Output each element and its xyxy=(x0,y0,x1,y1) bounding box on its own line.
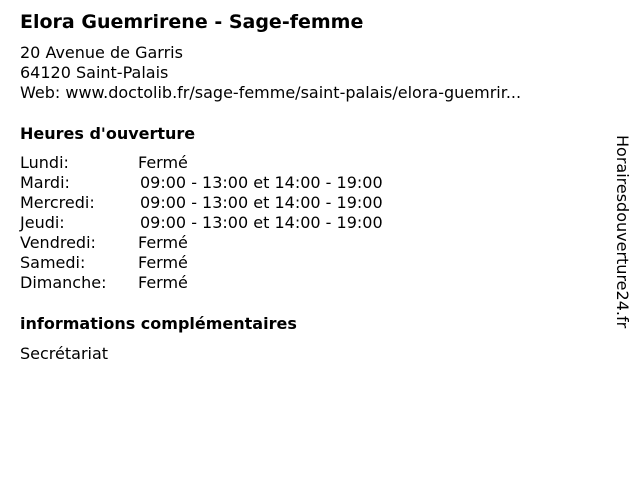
hours-value: 09:00 - 13:00 et 14:00 - 19:00 xyxy=(140,173,383,192)
watermark xyxy=(612,135,632,345)
info-text: Secrétariat xyxy=(20,344,109,363)
hours-heading: Heures d'ouverture xyxy=(20,124,196,143)
hours-day: Vendredi: xyxy=(20,233,96,252)
info-heading: informations complémentaires xyxy=(20,314,297,333)
hours-day: Jeudi: xyxy=(20,213,65,232)
address-city: 64120 Saint-Palais xyxy=(20,63,169,82)
watermark-text: Horairesdouverture24.fr xyxy=(613,135,632,329)
page-title: Elora Guemrirene - Sage-femme xyxy=(20,11,364,33)
address-block xyxy=(20,43,521,103)
hours-day: Samedi: xyxy=(20,253,86,272)
hours-value: Fermé xyxy=(138,233,188,252)
address-street: 20 Avenue de Garris xyxy=(20,43,183,62)
hours-day: Lundi: xyxy=(20,153,69,172)
hours-day: Mardi: xyxy=(20,173,70,192)
hours-day: Mercredi: xyxy=(20,193,95,212)
address-web[interactable]: Web: www.doctolib.fr/sage-femme/saint-palais/elora-guemrir... xyxy=(20,83,522,102)
hours-value: Fermé xyxy=(138,273,188,292)
hours-value: 09:00 - 13:00 et 14:00 - 19:00 xyxy=(140,213,383,232)
hours-value: Fermé xyxy=(138,253,188,272)
hours-value: 09:00 - 13:00 et 14:00 - 19:00 xyxy=(140,193,383,212)
hours-day: Dimanche: xyxy=(20,273,107,292)
hours-value: Fermé xyxy=(138,153,188,172)
